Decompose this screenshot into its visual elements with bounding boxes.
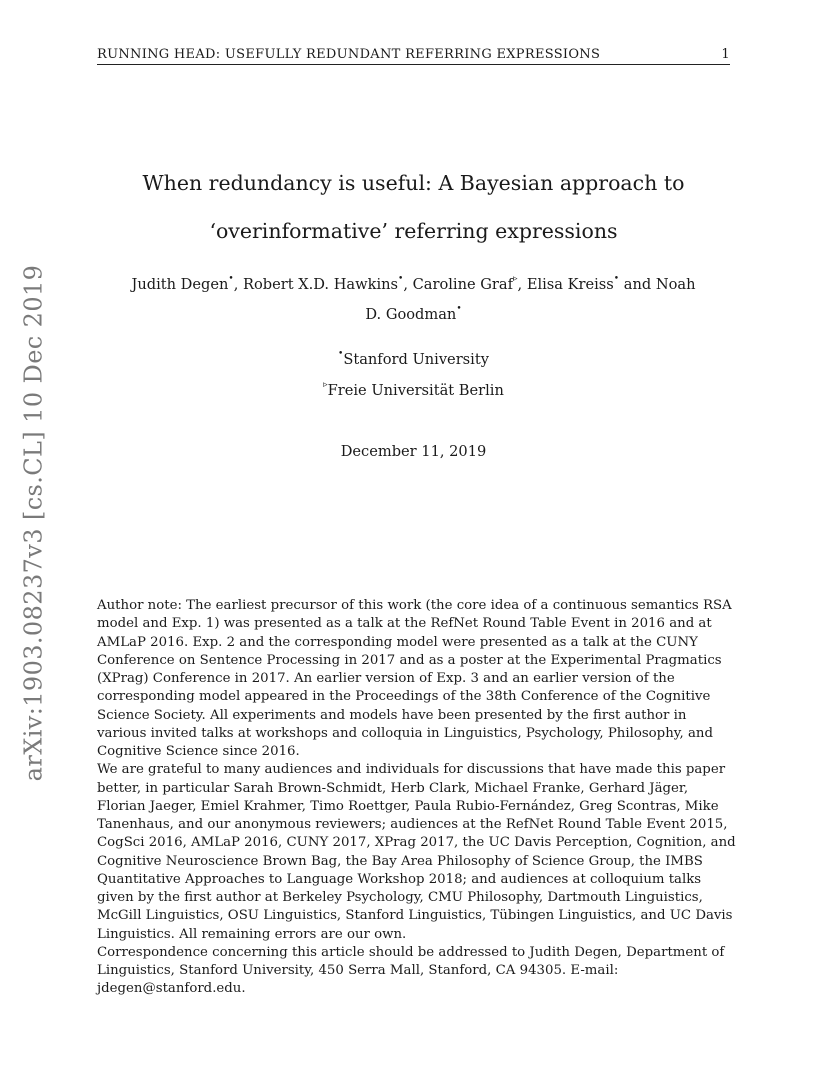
running-head: [97, 47, 730, 65]
affiliation-mark-stanford: •: [456, 304, 462, 314]
affiliation-mark-stanford: •: [338, 349, 344, 359]
author-kreiss: Elisa Kreiss: [526, 276, 614, 293]
author-note: [97, 597, 737, 999]
author-separator: ,: [403, 276, 413, 293]
affiliation-mark-stanford: •: [228, 274, 234, 284]
author-hawkins: Robert X.D. Hawkins: [242, 276, 399, 293]
author-list: [97, 276, 730, 293]
running-head-title: RUNNING HEAD: USEFULLY REDUNDANT REFERRING EXPRESSIONS: [97, 47, 601, 62]
paper-date: December 11, 2019: [340, 443, 487, 460]
arxiv-stamp[interactable]: arXiv:1903.08237v3 [cs.CL] 10 Dec 2019: [19, 264, 47, 782]
author-separator: ,: [233, 276, 243, 293]
arxiv-sidebar: [19, 264, 47, 782]
paper-title-line-1: When redundancy is useful: A Bayesian approach to: [142, 171, 685, 195]
author-note-paragraph-history: Author note: The earliest precursor of this work (the core idea of a continuous semantics RSA model and Exp. 1) was presented as a talk at the RefNet Round Table Event in 2016 and at AMLaP 2016. Exp. 2 and the corresponding model were presented as a talk at the CUNY Conference on Sentence Processing in 2017 and as a poster at the Experimental Pragmatics (XPrag) Conference in 2017. An earlier version of Exp. 3 and an earlier version of the corresponding model appeared in the Proceedings of the 38th Conference of the Cognitive Science Society. All experiments and models have been presented by the first author in various invited talks at workshops and colloquia in Linguistics, Psychology, Philosophy, and Cognitive Science since 2016.: [97, 598, 732, 759]
affiliation-name: Stanford University: [343, 351, 489, 368]
affiliation-mark-berlin: ▹: [513, 274, 518, 284]
author-degen: Judith Degen: [131, 276, 229, 293]
author-list-continued: [97, 306, 730, 323]
affiliation-name: Freie Universität Berlin: [327, 382, 504, 399]
paper-title-line-2: ‘overinformative’ referring expressions: [209, 219, 618, 243]
affiliation-berlin: [97, 382, 730, 399]
affiliation-mark-berlin: ▹: [323, 380, 328, 390]
affiliation-mark-stanford: •: [613, 274, 620, 284]
author-graf: Caroline Graf: [412, 276, 513, 293]
author-separator: and Noah: [619, 276, 696, 293]
author-note-paragraph-correspondence: Correspondence concerning this article should be addressed to Judith Degen, Department of Linguistics, Stanford University, 450 Serra Mall, Stanford, CA 94305. E-mail: jdegen@stanford.edu.: [97, 944, 725, 997]
author-goodman: D. Goodman: [365, 306, 457, 323]
author-separator: ,: [517, 276, 527, 293]
affiliation-mark-stanford: •: [398, 274, 404, 284]
author-note-paragraph-acknowledgements: We are grateful to many audiences and individuals for discussions that have made this paper better, in particular Sarah Brown-Schmidt, Herb Clark, Michael Franke, Gerhard Jäger, Florian Jaeger, Emiel Krahmer, Timo Roettger, Paula Rubio-Fernández, Greg Scontras, Mike Tanenhaus, and our anonymous reviewers; audiences at the RefNet Round Table Event 2015, CogSci 2016, AMLaP 2016, CUNY 2017, XPrag 2017, the UC Davis Perception, Cognition, and Cognitive Neuroscience Brown Bag, the Bay Area Philosophy of Science Group, the IMBS Quantitative Approaches to Language Workshop 2018; and audiences at colloquium talks given by the first author at Berkeley Psychology, CMU Philosophy, Dartmouth Linguistics, McGill Linguistics, OSU Linguistics, Stanford Linguistics, Tübingen Linguistics, and UC Davis Linguistics. All remaining errors are our own.: [97, 762, 736, 942]
affiliation-stanford: [97, 351, 730, 368]
page-number: 1: [721, 47, 730, 62]
